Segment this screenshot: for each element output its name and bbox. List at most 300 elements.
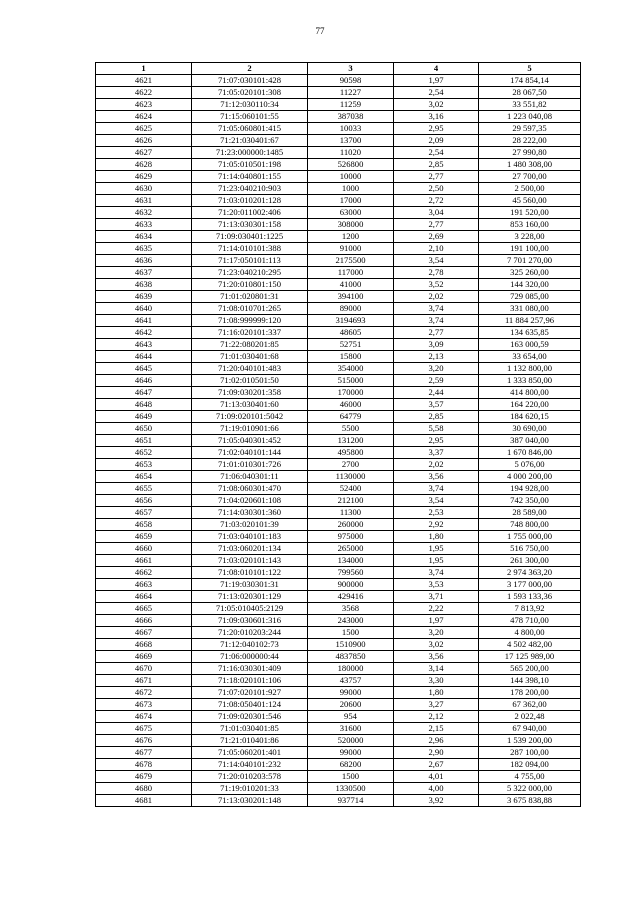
row-number-cell: 4665 xyxy=(96,603,192,615)
table-row xyxy=(96,279,581,291)
amount-cell: 4 755,00 xyxy=(479,771,581,783)
row-number-cell: 4646 xyxy=(96,375,192,387)
cadastral-number-cell: 71:05:010405:2129 xyxy=(192,603,308,615)
amount-cell: 414 800,00 xyxy=(479,387,581,399)
cadastral-number-cell: 71:05:060201:401 xyxy=(192,747,308,759)
rate-cell: 3,74 xyxy=(394,567,479,579)
area-cell: 243000 xyxy=(308,615,394,627)
row-number-cell: 4652 xyxy=(96,447,192,459)
area-cell: 91000 xyxy=(308,243,394,255)
amount-cell: 516 750,00 xyxy=(479,543,581,555)
amount-cell: 1 333 850,00 xyxy=(479,375,581,387)
amount-cell: 1 223 040,08 xyxy=(479,111,581,123)
column-header: 2 xyxy=(192,63,308,75)
table-row xyxy=(96,675,581,687)
rate-cell: 2,22 xyxy=(394,603,479,615)
rate-cell: 2,77 xyxy=(394,171,479,183)
cadastral-number-cell: 71:05:040301:452 xyxy=(192,435,308,447)
cadastral-number-cell: 71:20:011002:406 xyxy=(192,207,308,219)
table-row xyxy=(96,711,581,723)
area-cell: 13700 xyxy=(308,135,394,147)
table-row xyxy=(96,639,581,651)
amount-cell: 28 222,00 xyxy=(479,135,581,147)
rate-cell: 1,80 xyxy=(394,531,479,543)
row-number-cell: 4660 xyxy=(96,543,192,555)
area-cell: 5500 xyxy=(308,423,394,435)
table-row xyxy=(96,759,581,771)
rate-cell: 2,90 xyxy=(394,747,479,759)
table-row xyxy=(96,387,581,399)
amount-cell: 164 220,00 xyxy=(479,399,581,411)
row-number-cell: 4631 xyxy=(96,195,192,207)
row-number-cell: 4662 xyxy=(96,567,192,579)
area-cell: 495800 xyxy=(308,447,394,459)
area-cell: 212100 xyxy=(308,495,394,507)
row-number-cell: 4677 xyxy=(96,747,192,759)
row-number-cell: 4659 xyxy=(96,531,192,543)
row-number-cell: 4670 xyxy=(96,663,192,675)
table-row xyxy=(96,231,581,243)
table-row xyxy=(96,531,581,543)
row-number-cell: 4632 xyxy=(96,207,192,219)
table-row xyxy=(96,795,581,807)
amount-cell: 30 690,00 xyxy=(479,423,581,435)
table-row xyxy=(96,75,581,87)
row-number-cell: 4630 xyxy=(96,183,192,195)
row-number-cell: 4654 xyxy=(96,471,192,483)
row-number-cell: 4637 xyxy=(96,267,192,279)
cadastral-number-cell: 71:20:010203:244 xyxy=(192,627,308,639)
column-header: 3 xyxy=(308,63,394,75)
rate-cell: 2,12 xyxy=(394,711,479,723)
row-number-cell: 4674 xyxy=(96,711,192,723)
area-cell: 180000 xyxy=(308,663,394,675)
cadastral-number-cell: 71:15:060101:55 xyxy=(192,111,308,123)
cadastral-number-cell: 71:02:010501:50 xyxy=(192,375,308,387)
cadastral-number-cell: 71:09:030601:316 xyxy=(192,615,308,627)
row-number-cell: 4650 xyxy=(96,423,192,435)
table-row xyxy=(96,87,581,99)
table-row xyxy=(96,723,581,735)
cadastral-number-cell: 71:16:020101:337 xyxy=(192,327,308,339)
amount-cell: 163 000,59 xyxy=(479,339,581,351)
rate-cell: 3,52 xyxy=(394,279,479,291)
cadastral-number-cell: 71:23:000000:1485 xyxy=(192,147,308,159)
rate-cell: 2,77 xyxy=(394,327,479,339)
column-header: 1 xyxy=(96,63,192,75)
rate-cell: 2,85 xyxy=(394,159,479,171)
row-number-cell: 4623 xyxy=(96,99,192,111)
row-number-cell: 4625 xyxy=(96,123,192,135)
cadastral-number-cell: 71:21:030401:67 xyxy=(192,135,308,147)
cadastral-number-cell: 71:07:030101:428 xyxy=(192,75,308,87)
area-cell: 10000 xyxy=(308,171,394,183)
table-row xyxy=(96,183,581,195)
rate-cell: 2,15 xyxy=(394,723,479,735)
cadastral-number-cell: 71:03:060201:134 xyxy=(192,543,308,555)
cadastral-number-cell: 71:18:020101:106 xyxy=(192,675,308,687)
area-cell: 170000 xyxy=(308,387,394,399)
rate-cell: 3,56 xyxy=(394,471,479,483)
row-number-cell: 4671 xyxy=(96,675,192,687)
table-row xyxy=(96,147,581,159)
area-cell: 308000 xyxy=(308,219,394,231)
row-number-cell: 4680 xyxy=(96,783,192,795)
amount-cell: 5 322 000,00 xyxy=(479,783,581,795)
row-number-cell: 4676 xyxy=(96,735,192,747)
amount-cell: 194 928,00 xyxy=(479,483,581,495)
area-cell: 3568 xyxy=(308,603,394,615)
area-cell: 48605 xyxy=(308,327,394,339)
amount-cell: 7 701 270,00 xyxy=(479,255,581,267)
area-cell: 520000 xyxy=(308,735,394,747)
row-number-cell: 4642 xyxy=(96,327,192,339)
rate-cell: 2,85 xyxy=(394,411,479,423)
area-cell: 354000 xyxy=(308,363,394,375)
cadastral-number-cell: 71:05:020101:308 xyxy=(192,87,308,99)
amount-cell: 1 670 846,00 xyxy=(479,447,581,459)
cadastral-number-cell: 71:04:020601:108 xyxy=(192,495,308,507)
cadastral-number-cell: 71:02:040101:144 xyxy=(192,447,308,459)
amount-cell: 178 200,00 xyxy=(479,687,581,699)
rate-cell: 2,96 xyxy=(394,735,479,747)
amount-cell: 1 480 308,00 xyxy=(479,159,581,171)
table-row xyxy=(96,519,581,531)
rate-cell: 4,01 xyxy=(394,771,479,783)
rate-cell: 3,54 xyxy=(394,255,479,267)
area-cell: 64779 xyxy=(308,411,394,423)
cadastral-number-cell: 71:09:030201:358 xyxy=(192,387,308,399)
rate-cell: 2,77 xyxy=(394,219,479,231)
table-row xyxy=(96,327,581,339)
table-row xyxy=(96,747,581,759)
cadastral-number-cell: 71:05:060801:415 xyxy=(192,123,308,135)
rate-cell: 2,67 xyxy=(394,759,479,771)
table-row xyxy=(96,471,581,483)
rate-cell: 3,92 xyxy=(394,795,479,807)
amount-cell: 4 502 482,00 xyxy=(479,639,581,651)
cadastral-number-cell: 71:23:040210:903 xyxy=(192,183,308,195)
table-row xyxy=(96,699,581,711)
area-cell: 1200 xyxy=(308,231,394,243)
amount-cell: 184 620,15 xyxy=(479,411,581,423)
rate-cell: 2,50 xyxy=(394,183,479,195)
table-row xyxy=(96,735,581,747)
rate-cell: 3,16 xyxy=(394,111,479,123)
rate-cell: 2,02 xyxy=(394,459,479,471)
area-cell: 52400 xyxy=(308,483,394,495)
rate-cell: 2,54 xyxy=(394,87,479,99)
amount-cell: 2 500,00 xyxy=(479,183,581,195)
rate-cell: 2,59 xyxy=(394,375,479,387)
row-number-cell: 4668 xyxy=(96,639,192,651)
area-cell: 10033 xyxy=(308,123,394,135)
rate-cell: 3,53 xyxy=(394,579,479,591)
cadastral-number-cell: 71:19:030301:31 xyxy=(192,579,308,591)
area-cell: 387038 xyxy=(308,111,394,123)
table-row xyxy=(96,207,581,219)
cadastral-number-cell: 71:20:040101:483 xyxy=(192,363,308,375)
cadastral-number-cell: 71:19:010201:33 xyxy=(192,783,308,795)
rate-cell: 2,69 xyxy=(394,231,479,243)
rate-cell: 3,30 xyxy=(394,675,479,687)
area-cell: 2700 xyxy=(308,459,394,471)
area-cell: 46000 xyxy=(308,399,394,411)
amount-cell: 2 022,48 xyxy=(479,711,581,723)
table-row xyxy=(96,507,581,519)
page-number: 77 xyxy=(315,26,325,36)
area-cell: 1330500 xyxy=(308,783,394,795)
row-number-cell: 4633 xyxy=(96,219,192,231)
table-row xyxy=(96,651,581,663)
amount-cell: 28 067,50 xyxy=(479,87,581,99)
amount-cell: 565 200,00 xyxy=(479,663,581,675)
row-number-cell: 4657 xyxy=(96,507,192,519)
rate-cell: 3,14 xyxy=(394,663,479,675)
amount-cell: 729 085,00 xyxy=(479,291,581,303)
cadastral-number-cell: 71:14:040101:232 xyxy=(192,759,308,771)
area-cell: 11020 xyxy=(308,147,394,159)
amount-cell: 67 362,00 xyxy=(479,699,581,711)
rate-cell: 3,20 xyxy=(394,627,479,639)
table-row xyxy=(96,603,581,615)
cadastral-number-cell: 71:21:010401:86 xyxy=(192,735,308,747)
table-row xyxy=(96,123,581,135)
row-number-cell: 4636 xyxy=(96,255,192,267)
cadastral-number-cell: 71:08:010101:122 xyxy=(192,567,308,579)
amount-cell: 5 076,00 xyxy=(479,459,581,471)
area-cell: 90598 xyxy=(308,75,394,87)
area-cell: 1000 xyxy=(308,183,394,195)
rate-cell: 3,56 xyxy=(394,651,479,663)
amount-cell: 853 160,00 xyxy=(479,219,581,231)
amount-cell: 325 260,00 xyxy=(479,267,581,279)
row-number-cell: 4675 xyxy=(96,723,192,735)
column-header: 5 xyxy=(479,63,581,75)
row-number-cell: 4641 xyxy=(96,315,192,327)
amount-cell: 1 593 133,36 xyxy=(479,591,581,603)
amount-cell: 331 080,00 xyxy=(479,303,581,315)
cadastral-number-cell: 71:08:060301:470 xyxy=(192,483,308,495)
amount-cell: 27 990,80 xyxy=(479,147,581,159)
table-row xyxy=(96,411,581,423)
table-row xyxy=(96,435,581,447)
amount-cell: 28 589,00 xyxy=(479,507,581,519)
rate-cell: 1,97 xyxy=(394,75,479,87)
amount-cell: 33 551,82 xyxy=(479,99,581,111)
rate-cell: 3,37 xyxy=(394,447,479,459)
area-cell: 11227 xyxy=(308,87,394,99)
column-header: 4 xyxy=(394,63,479,75)
cadastral-number-cell: 71:23:040210:295 xyxy=(192,267,308,279)
amount-cell: 748 800,00 xyxy=(479,519,581,531)
amount-cell: 478 710,00 xyxy=(479,615,581,627)
amount-cell: 387 040,00 xyxy=(479,435,581,447)
table-row xyxy=(96,687,581,699)
area-cell: 63000 xyxy=(308,207,394,219)
rate-cell: 2,95 xyxy=(394,123,479,135)
amount-cell: 1 132 800,00 xyxy=(479,363,581,375)
row-number-cell: 4661 xyxy=(96,555,192,567)
cadastral-number-cell: 71:14:010101:388 xyxy=(192,243,308,255)
cadastral-number-cell: 71:13:030201:148 xyxy=(192,795,308,807)
row-number-cell: 4672 xyxy=(96,687,192,699)
rate-cell: 1,95 xyxy=(394,555,479,567)
amount-cell: 67 940,00 xyxy=(479,723,581,735)
amount-cell: 3 675 838,88 xyxy=(479,795,581,807)
row-number-cell: 4638 xyxy=(96,279,192,291)
table-row xyxy=(96,423,581,435)
rate-cell: 3,27 xyxy=(394,699,479,711)
rate-cell: 2,95 xyxy=(394,435,479,447)
amount-cell: 174 854,14 xyxy=(479,75,581,87)
cadastral-number-cell: 71:22:080201:85 xyxy=(192,339,308,351)
area-cell: 429416 xyxy=(308,591,394,603)
row-number-cell: 4655 xyxy=(96,483,192,495)
table-row xyxy=(96,543,581,555)
amount-cell: 4 800,00 xyxy=(479,627,581,639)
cadastral-number-cell: 71:07:020101:927 xyxy=(192,687,308,699)
amount-cell: 1 539 200,00 xyxy=(479,735,581,747)
table-row xyxy=(96,399,581,411)
cadastral-number-cell: 71:05:010501:198 xyxy=(192,159,308,171)
cadastral-number-cell: 71:14:040801:155 xyxy=(192,171,308,183)
rate-cell: 2,54 xyxy=(394,147,479,159)
rate-cell: 1,97 xyxy=(394,615,479,627)
cadastral-number-cell: 71:08:010701:265 xyxy=(192,303,308,315)
area-cell: 937714 xyxy=(308,795,394,807)
row-number-cell: 4667 xyxy=(96,627,192,639)
row-number-cell: 4653 xyxy=(96,459,192,471)
cadastral-number-cell: 71:13:020301:129 xyxy=(192,591,308,603)
rate-cell: 5,58 xyxy=(394,423,479,435)
row-number-cell: 4634 xyxy=(96,231,192,243)
amount-cell: 287 100,00 xyxy=(479,747,581,759)
table-row xyxy=(96,171,581,183)
rate-cell: 1,80 xyxy=(394,687,479,699)
area-cell: 134000 xyxy=(308,555,394,567)
area-cell: 3194693 xyxy=(308,315,394,327)
row-number-cell: 4669 xyxy=(96,651,192,663)
rate-cell: 3,74 xyxy=(394,483,479,495)
area-cell: 1130000 xyxy=(308,471,394,483)
cadastral-number-cell: 71:17:050101:113 xyxy=(192,255,308,267)
row-number-cell: 4678 xyxy=(96,759,192,771)
table-row xyxy=(96,243,581,255)
table-row xyxy=(96,111,581,123)
rate-cell: 2,72 xyxy=(394,195,479,207)
table-row xyxy=(96,771,581,783)
amount-cell: 191 520,00 xyxy=(479,207,581,219)
cadastral-number-cell: 71:08:999999:120 xyxy=(192,315,308,327)
table-header-row xyxy=(96,63,581,75)
row-number-cell: 4673 xyxy=(96,699,192,711)
table-row xyxy=(96,351,581,363)
area-cell: 1500 xyxy=(308,771,394,783)
table-row xyxy=(96,99,581,111)
amount-cell: 11 884 257,96 xyxy=(479,315,581,327)
amount-cell: 144 398,10 xyxy=(479,675,581,687)
row-number-cell: 4651 xyxy=(96,435,192,447)
rate-cell: 2,09 xyxy=(394,135,479,147)
table-row xyxy=(96,219,581,231)
cadastral-number-cell: 71:13:030401:60 xyxy=(192,399,308,411)
amount-cell: 2 974 363,20 xyxy=(479,567,581,579)
area-cell: 117000 xyxy=(308,267,394,279)
table-row xyxy=(96,591,581,603)
table-row xyxy=(96,135,581,147)
row-number-cell: 4649 xyxy=(96,411,192,423)
amount-cell: 3 177 000,00 xyxy=(479,579,581,591)
cadastral-number-cell: 71:06:000000:44 xyxy=(192,651,308,663)
rate-cell: 2,92 xyxy=(394,519,479,531)
rate-cell: 3,74 xyxy=(394,315,479,327)
area-cell: 11259 xyxy=(308,99,394,111)
amount-cell: 27 700,00 xyxy=(479,171,581,183)
area-cell: 4837850 xyxy=(308,651,394,663)
row-number-cell: 4656 xyxy=(96,495,192,507)
cadastral-number-cell: 71:01:020801:31 xyxy=(192,291,308,303)
cadastral-number-cell: 71:12:040102:73 xyxy=(192,639,308,651)
rate-cell: 3,02 xyxy=(394,99,479,111)
row-number-cell: 4666 xyxy=(96,615,192,627)
table-row xyxy=(96,159,581,171)
row-number-cell: 4648 xyxy=(96,399,192,411)
area-cell: 954 xyxy=(308,711,394,723)
cadastral-number-cell: 71:01:030401:68 xyxy=(192,351,308,363)
cadastral-number-cell: 71:14:030301:360 xyxy=(192,507,308,519)
cadastral-number-cell: 71:09:020301:546 xyxy=(192,711,308,723)
row-number-cell: 4658 xyxy=(96,519,192,531)
area-cell: 799560 xyxy=(308,567,394,579)
area-cell: 1500 xyxy=(308,627,394,639)
amount-cell: 45 560,00 xyxy=(479,195,581,207)
area-cell: 131200 xyxy=(308,435,394,447)
table-row xyxy=(96,579,581,591)
rate-cell: 3,74 xyxy=(394,303,479,315)
area-cell: 41000 xyxy=(308,279,394,291)
table-row xyxy=(96,363,581,375)
area-cell: 1510900 xyxy=(308,639,394,651)
table-row xyxy=(96,555,581,567)
table-row xyxy=(96,303,581,315)
area-cell: 99000 xyxy=(308,687,394,699)
row-number-cell: 4639 xyxy=(96,291,192,303)
amount-cell: 182 094,00 xyxy=(479,759,581,771)
amount-cell: 3 228,00 xyxy=(479,231,581,243)
row-number-cell: 4624 xyxy=(96,111,192,123)
rate-cell: 1,95 xyxy=(394,543,479,555)
area-cell: 31600 xyxy=(308,723,394,735)
amount-cell: 1 755 000,00 xyxy=(479,531,581,543)
rate-cell: 3,71 xyxy=(394,591,479,603)
rate-cell: 2,13 xyxy=(394,351,479,363)
rate-cell: 2,53 xyxy=(394,507,479,519)
area-cell: 89000 xyxy=(308,303,394,315)
amount-cell: 144 320,00 xyxy=(479,279,581,291)
area-cell: 526800 xyxy=(308,159,394,171)
table-row xyxy=(96,267,581,279)
area-cell: 20600 xyxy=(308,699,394,711)
table-row xyxy=(96,783,581,795)
amount-cell: 191 100,00 xyxy=(479,243,581,255)
table-row xyxy=(96,627,581,639)
table-row xyxy=(96,459,581,471)
rate-cell: 2,10 xyxy=(394,243,479,255)
area-cell: 11300 xyxy=(308,507,394,519)
table-row xyxy=(96,195,581,207)
area-cell: 43757 xyxy=(308,675,394,687)
